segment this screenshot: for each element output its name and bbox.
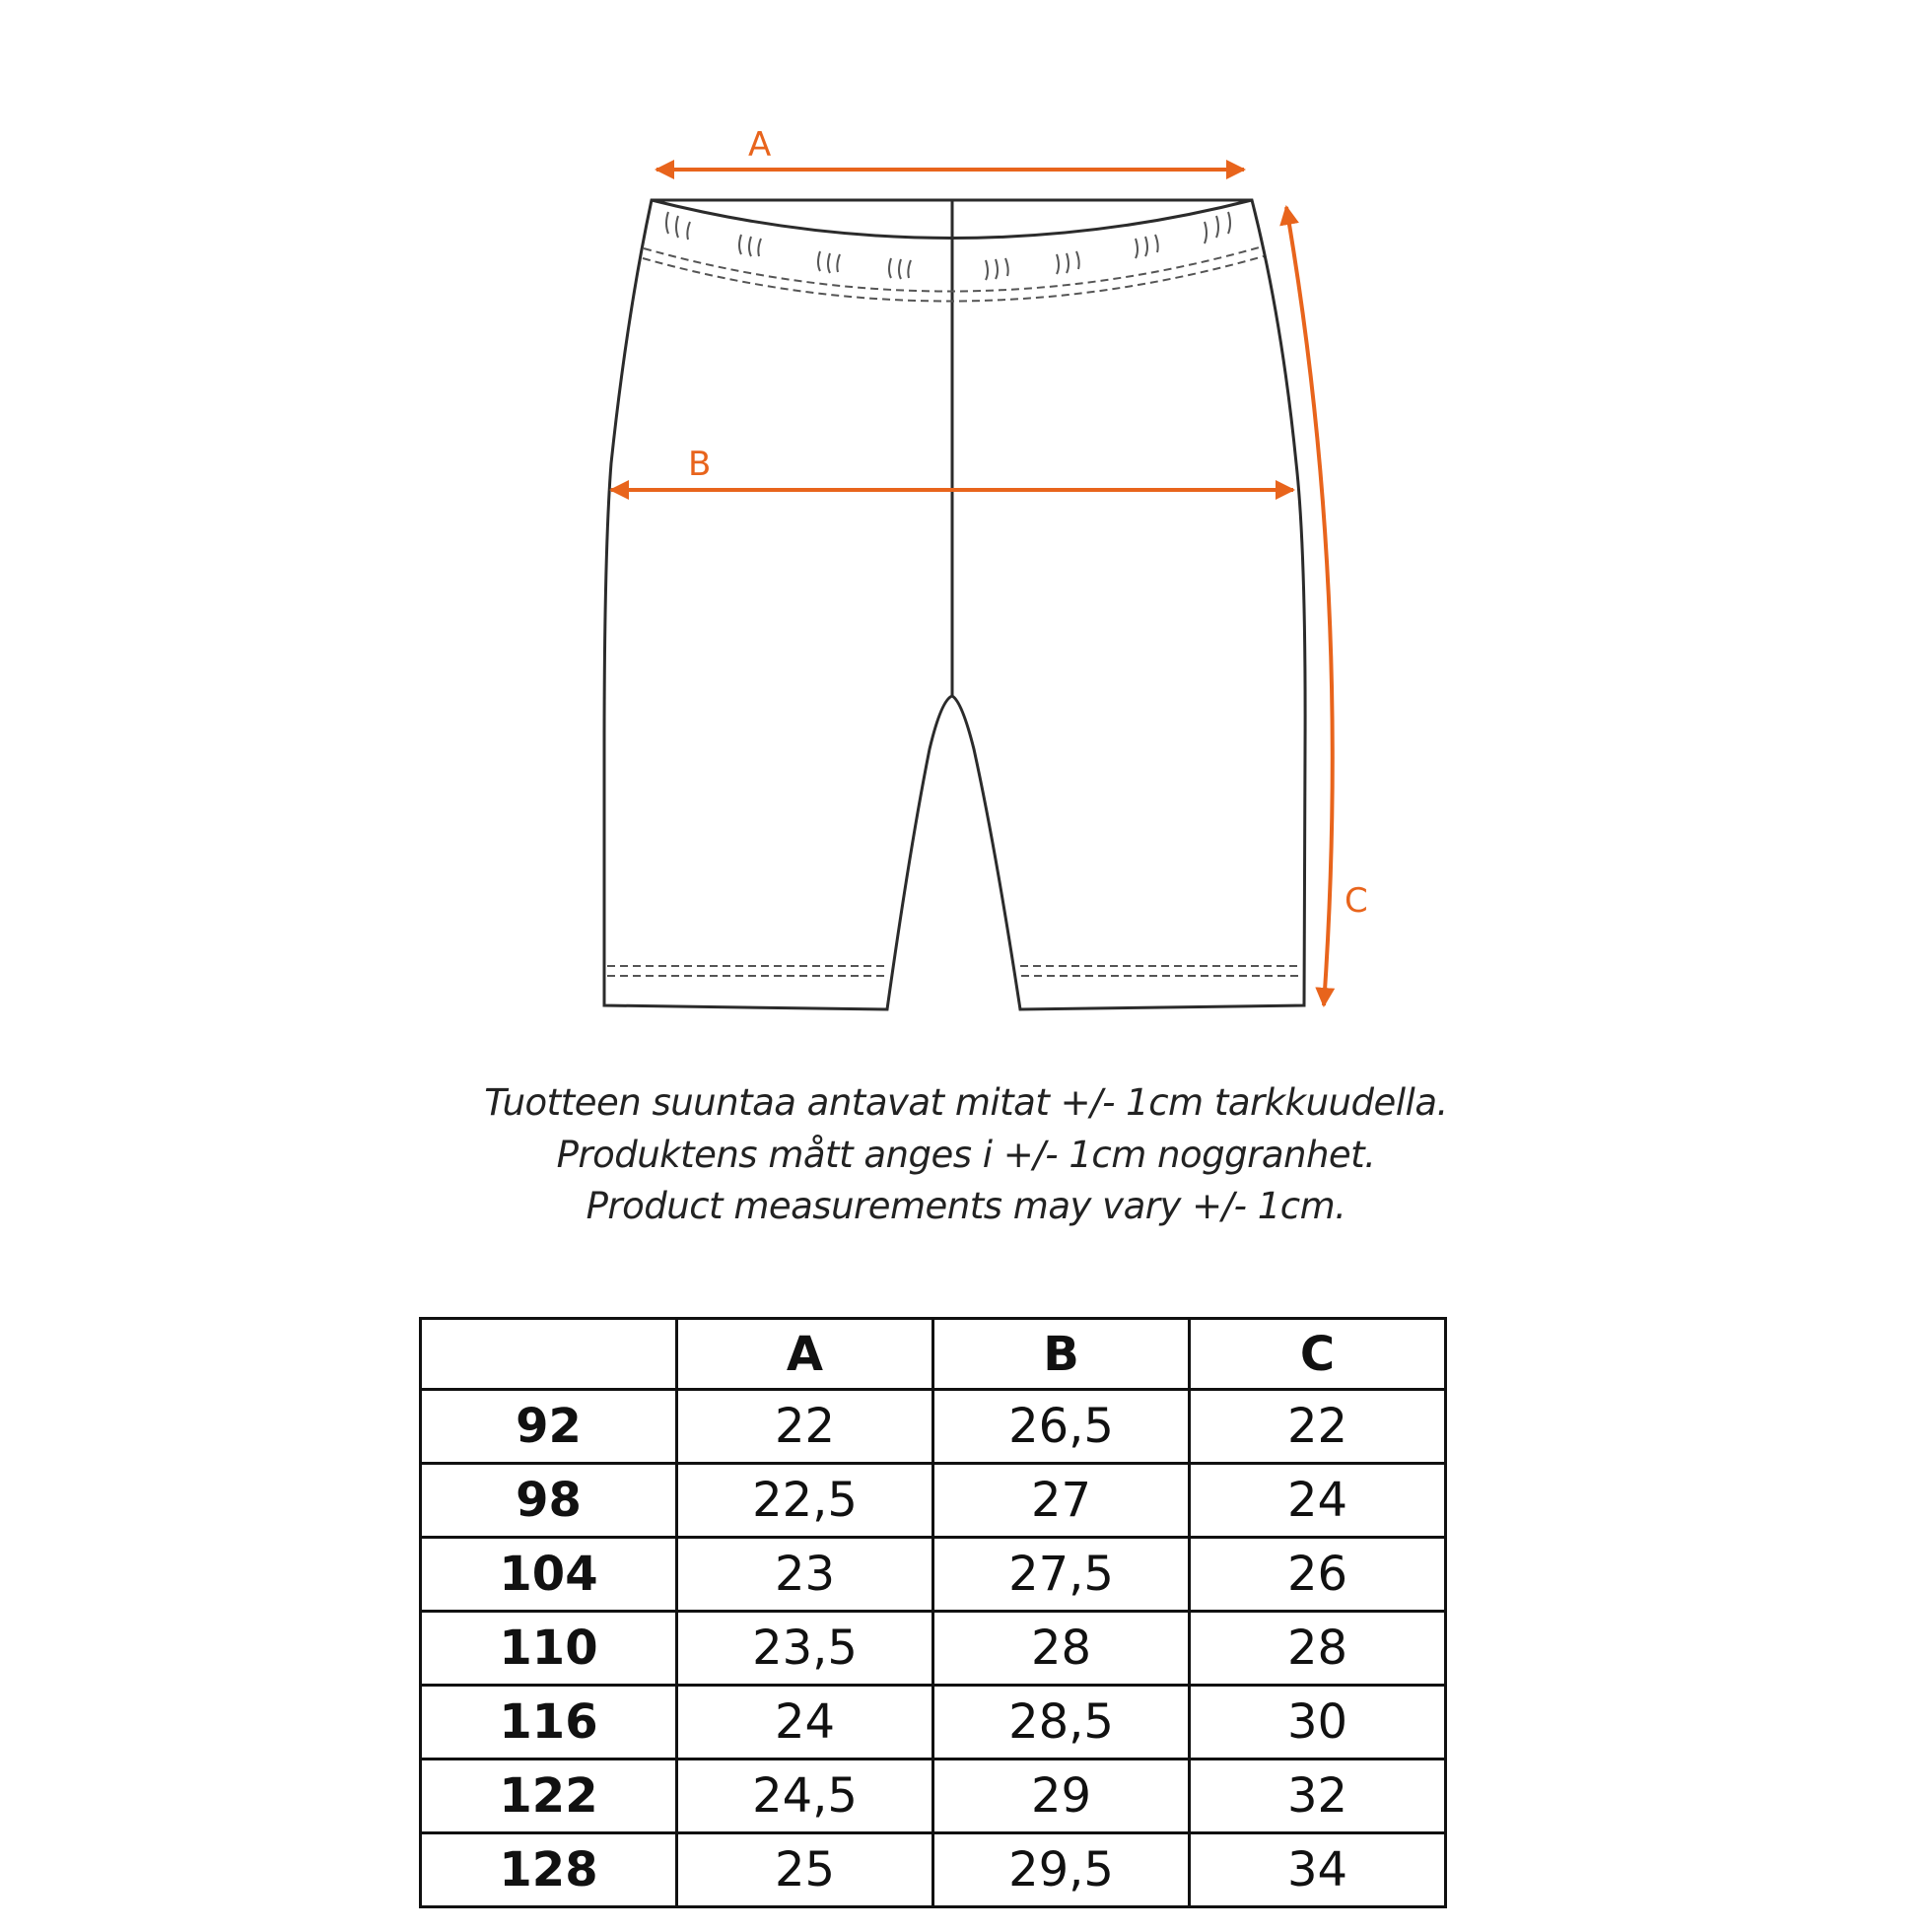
label-a: A: [748, 125, 772, 165]
value-cell-c: 32: [1190, 1760, 1446, 1833]
value-cell-c: 30: [1190, 1686, 1446, 1760]
table-row: [421, 1686, 1446, 1760]
value-cell-a: 22: [677, 1390, 933, 1464]
note-english: Product measurements may vary +/- 1cm.: [586, 1185, 1346, 1227]
shorts-outline: [604, 200, 1305, 1009]
value-cell-b: 28: [933, 1612, 1190, 1686]
size-cell: 98: [421, 1464, 677, 1538]
value-cell-b: 28,5: [933, 1686, 1190, 1760]
value-cell-b: 29: [933, 1760, 1190, 1833]
size-cell: 92: [421, 1390, 677, 1464]
value-cell-a: 25: [677, 1833, 933, 1907]
table-row: [421, 1612, 1446, 1686]
value-cell-a: 24,5: [677, 1760, 933, 1833]
size-cell: 122: [421, 1760, 677, 1833]
value-cell-c: 28: [1190, 1612, 1446, 1686]
header-cell-a: A: [677, 1319, 933, 1390]
value-cell-c: 22: [1190, 1390, 1446, 1464]
size-cell: 104: [421, 1538, 677, 1612]
note-swedish: Produktens mått anges i +/- 1cm noggranhet.: [556, 1134, 1376, 1176]
table-row: [421, 1464, 1446, 1538]
table-row: [421, 1833, 1446, 1907]
size-cell: 110: [421, 1612, 677, 1686]
value-cell-c: 26: [1190, 1538, 1446, 1612]
note-finnish: Tuotteen suuntaa antavat mitat +/- 1cm tarkkuudella.: [484, 1081, 1448, 1124]
size-cell: 128: [421, 1833, 677, 1907]
value-cell-b: 26,5: [933, 1390, 1190, 1464]
value-cell-b: 27: [933, 1464, 1190, 1538]
value-cell-b: 27,5: [933, 1538, 1190, 1612]
value-cell-c: 34: [1190, 1833, 1446, 1907]
value-cell-b: 29,5: [933, 1833, 1190, 1907]
value-cell-a: 23,5: [677, 1612, 933, 1686]
table-row: [421, 1538, 1446, 1612]
value-cell-c: 24: [1190, 1464, 1446, 1538]
value-cell-a: 23: [677, 1538, 933, 1612]
value-cell-a: 24: [677, 1686, 933, 1760]
table-row: [421, 1390, 1446, 1464]
header-cell-b: B: [933, 1319, 1190, 1390]
header-cell-c: C: [1190, 1319, 1446, 1390]
size-cell: 116: [421, 1686, 677, 1760]
table-header-row: [421, 1319, 1446, 1390]
label-b: B: [688, 445, 712, 484]
value-cell-a: 22,5: [677, 1464, 933, 1538]
header-cell-corner: [421, 1319, 677, 1390]
size-table: [419, 1317, 1447, 1908]
table-row: [421, 1760, 1446, 1833]
label-c: C: [1345, 881, 1368, 921]
